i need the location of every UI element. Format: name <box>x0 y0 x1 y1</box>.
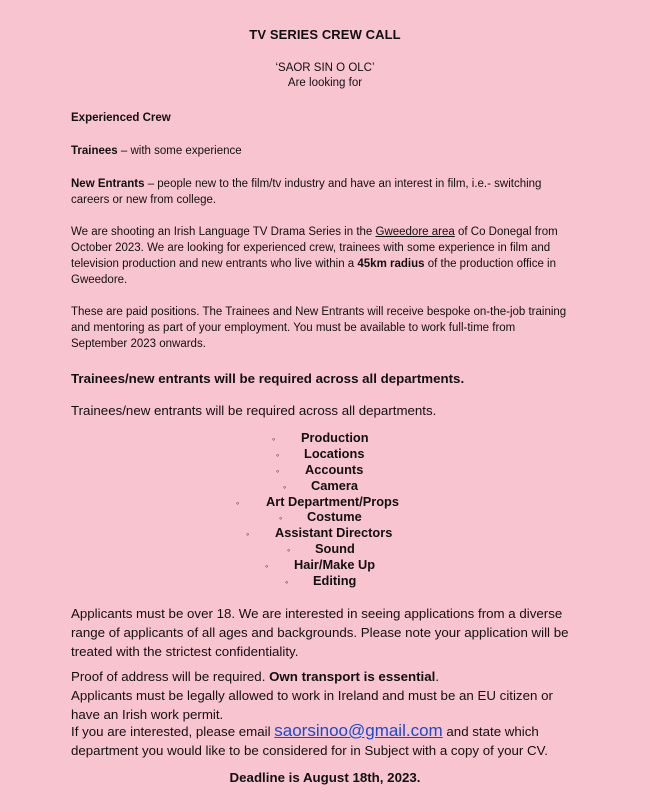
production-name: ‘SAOR SIN O OLC’ <box>275 62 375 74</box>
proof-of-address-text: Proof of address will be required. <box>71 669 270 684</box>
list-item <box>0 509 650 525</box>
experienced-crew-label: Experienced Crew <box>71 112 171 124</box>
email-paragraph <box>71 721 591 760</box>
bullet-icon: ◦ <box>283 481 287 492</box>
department-label: Assistant Directors <box>275 525 393 541</box>
department-label: Sound <box>315 541 355 557</box>
list-item <box>0 446 650 462</box>
bullet-icon: ◦ <box>287 545 291 556</box>
bullet-icon: ◦ <box>272 434 276 444</box>
department-label: Costume <box>307 509 362 525</box>
departments-list <box>0 430 650 589</box>
trainees-description: – with some experience <box>117 145 242 157</box>
department-label: Editing <box>313 573 357 589</box>
looking-for-text: Are looking for <box>287 77 363 89</box>
department-label: Production <box>301 430 369 445</box>
document-title: TV SERIES CREW CALL <box>249 27 401 42</box>
experienced-crew-heading <box>71 110 571 126</box>
proof-of-address-paragraph <box>71 667 581 686</box>
shooting-paragraph <box>71 224 571 288</box>
email-link[interactable]: saorsinoo@gmail.com <box>274 721 443 740</box>
gweedore-area-text: Gweedore area <box>375 226 455 238</box>
list-item <box>0 541 650 557</box>
radius-text: 45km radius <box>357 258 425 270</box>
bullet-icon: ◦ <box>276 465 280 476</box>
bullet-icon: ◦ <box>236 497 240 508</box>
shooting-text-1: We are shooting an Irish Language TV Drama Series in the <box>71 226 376 238</box>
list-item <box>0 573 650 589</box>
own-transport-text: Own transport is essential <box>269 669 436 684</box>
trainees-label: Trainees <box>71 145 118 157</box>
shooting-text-3: of the production office in Gweedore. <box>71 258 557 286</box>
shooting-text-2: of Co Donegal from October 2023. We are looking for experienced crew, trainees with some experience in film and television production and new entrants who live within a <box>71 226 558 270</box>
paid-positions-paragraph: These are paid positions. The Trainees and New Entrants will receive bespoke on-the-job training and mentoring as part of your employment. You must be available to work full-time from September 2023 onwards. <box>71 306 567 350</box>
bullet-icon: ◦ <box>276 449 280 460</box>
bullet-icon: ◦ <box>265 561 269 572</box>
email-outro-text: and state which department you would like to be considered for in Subject with a copy of your CV. <box>71 724 548 758</box>
email-intro-text: If you are interested, please email <box>71 724 275 739</box>
list-item <box>0 430 650 446</box>
department-label: Accounts <box>305 461 364 477</box>
new-entrants-paragraph <box>71 176 571 208</box>
list-item <box>0 478 650 494</box>
department-label: Camera <box>311 477 358 493</box>
departments-heading-bold: Trainees/new entrants will be required across all departments. <box>71 371 465 386</box>
department-label: Hair/Make Up <box>294 557 376 573</box>
bullet-icon: ◦ <box>285 577 289 588</box>
list-item <box>0 462 650 478</box>
departments-heading: Trainees/new entrants will be required across all departments. <box>71 403 437 418</box>
proof-end-text: . <box>435 669 440 684</box>
list-item <box>0 525 650 541</box>
new-entrants-label: New Entrants <box>71 178 145 190</box>
applicants-paragraph: Applicants must be over 18. We are interested in seeing applications from a diverse range of applicants of all ages and backgrounds. Please note your application will be treated with the strictest confidentiality. <box>71 606 569 659</box>
trainees-paragraph <box>71 143 571 159</box>
eu-citizen-paragraph: Applicants must be legally allowed to work in Ireland and must be an EU citizen or have an Irish work permit. <box>71 688 553 722</box>
new-entrants-description: – people new to the film/tv industry and have an interest in film, i.e.- switching careers or new from college. <box>71 178 542 206</box>
bullet-icon: ◦ <box>279 513 283 524</box>
list-item <box>0 557 650 573</box>
bullet-icon: ◦ <box>246 529 250 540</box>
department-label: Art Department/Props <box>266 493 399 509</box>
deadline-text: Deadline is August 18th, 2023. <box>229 770 421 785</box>
department-label: Locations <box>304 445 365 461</box>
list-item <box>0 494 650 510</box>
